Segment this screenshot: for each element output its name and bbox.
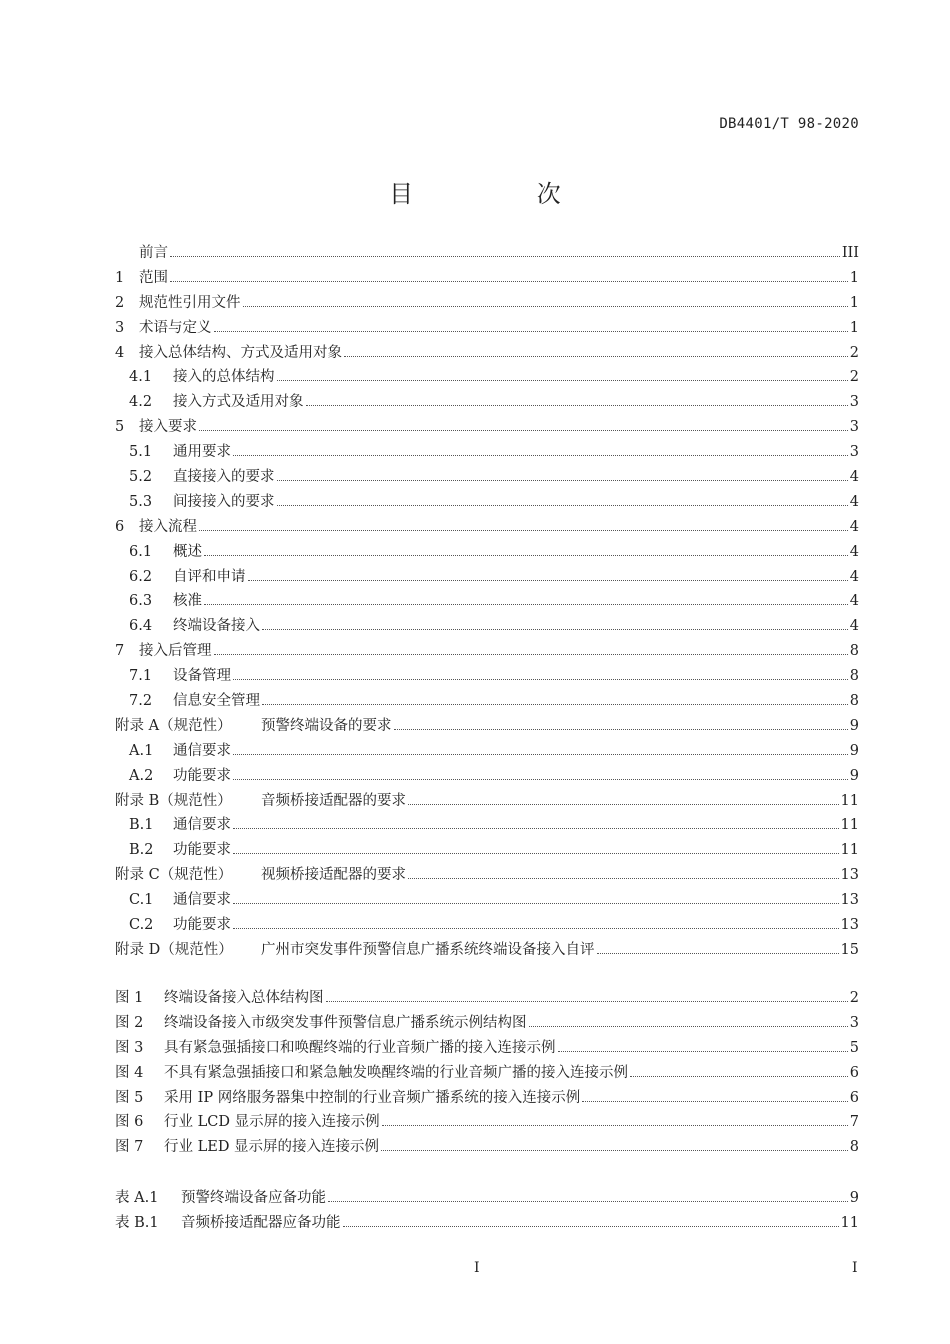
toc-entry-page: 15 xyxy=(840,941,859,958)
dot-leader xyxy=(214,653,848,655)
toc-entry-label: 预警终端设备的要求 xyxy=(261,717,392,734)
toc-entry-page: 4 xyxy=(849,593,859,610)
dot-leader xyxy=(582,1100,848,1102)
page-number-center: I xyxy=(474,1260,480,1276)
toc-entry[interactable] xyxy=(115,565,859,590)
toc-entry[interactable] xyxy=(115,1011,859,1036)
toc-entry-page: 9 xyxy=(849,767,859,784)
dot-leader xyxy=(204,554,848,556)
toc-entry-number: 5.3 xyxy=(129,493,153,510)
toc-entry-number: A.1 xyxy=(129,742,154,759)
toc-entry[interactable] xyxy=(115,415,859,440)
toc-entry[interactable] xyxy=(115,813,859,838)
dot-leader xyxy=(328,1200,848,1202)
toc-entry-label: 间接接入的要求 xyxy=(173,493,275,510)
page-title: 目 次 xyxy=(389,180,619,208)
toc-entry-page: 4 xyxy=(849,493,859,510)
toc-entry[interactable] xyxy=(115,390,859,415)
dot-leader xyxy=(243,305,848,307)
dot-leader xyxy=(233,927,839,929)
toc-entry[interactable] xyxy=(115,1086,859,1111)
dot-leader xyxy=(408,803,839,805)
toc-entry-page: 9 xyxy=(849,742,859,759)
toc-entry-page: 4 xyxy=(849,518,859,535)
toc-entry-label: 信息安全管理 xyxy=(173,693,260,710)
dot-leader xyxy=(382,1124,848,1126)
toc-entry-page: 11 xyxy=(840,792,859,809)
dot-leader xyxy=(170,280,848,282)
toc-entry-number: 6.3 xyxy=(129,593,153,610)
toc-entry-number: 图 3 xyxy=(115,1039,144,1056)
toc-entry-page: 4 xyxy=(849,568,859,585)
toc-entry-page: 13 xyxy=(840,917,859,934)
toc-entry-label: 具有紧急强插接口和唤醒终端的行业音频广播的接入连接示例 xyxy=(164,1039,556,1056)
dot-leader xyxy=(408,877,839,879)
toc-entry-number: 7.1 xyxy=(129,668,153,685)
dot-leader xyxy=(343,1225,839,1227)
toc-entry-label: 采用 IP 网络服务器集中控制的行业音频广播系统的接入连接示例 xyxy=(164,1089,581,1106)
dot-leader xyxy=(558,1050,848,1052)
toc-entry[interactable] xyxy=(115,341,859,366)
toc-entry[interactable] xyxy=(115,913,859,938)
dot-leader xyxy=(233,778,848,780)
toc-entry-number: 图 6 xyxy=(115,1114,144,1131)
toc-entry-label: 视频桥接适配器的要求 xyxy=(261,867,406,884)
toc-entry[interactable] xyxy=(115,365,859,390)
toc-entry-page: 8 xyxy=(849,643,859,660)
toc-entry-number: 7 xyxy=(115,643,125,660)
toc-entry-label: 前言 xyxy=(139,245,168,261)
toc-entry-page: 6 xyxy=(849,1089,859,1106)
dot-leader xyxy=(199,529,848,531)
toc-entry[interactable] xyxy=(115,440,859,465)
toc-entry-page: 9 xyxy=(849,1190,859,1206)
toc-entry-label: 接入后管理 xyxy=(139,643,212,660)
toc-entry-page: 1 xyxy=(849,319,859,336)
toc-entry-page: 7 xyxy=(849,1114,859,1131)
toc-entry-page: 6 xyxy=(849,1064,859,1081)
toc-entry-number: 4.2 xyxy=(129,394,153,411)
dot-leader xyxy=(214,330,848,332)
toc-entry[interactable] xyxy=(115,1110,859,1135)
toc-entry-label: 通用要求 xyxy=(173,444,231,461)
toc-entry-number: 图 7 xyxy=(115,1139,144,1156)
toc-entry-page: 11 xyxy=(840,817,859,834)
toc-entry-number: B.2 xyxy=(129,842,154,859)
dot-leader xyxy=(262,628,848,630)
toc-entry-label: 范围 xyxy=(139,269,168,286)
toc-entry[interactable] xyxy=(115,764,859,789)
toc-entry-number: 图 5 xyxy=(115,1089,144,1106)
toc-entry[interactable] xyxy=(115,938,859,963)
toc-entry[interactable] xyxy=(115,863,859,888)
toc-entry-label: 终端设备接入总体结构图 xyxy=(164,990,324,1006)
toc-entry-label: 术语与定义 xyxy=(139,319,212,336)
toc-entry[interactable] xyxy=(115,540,859,565)
toc-entry-number: 5.1 xyxy=(129,444,153,461)
dot-leader xyxy=(233,678,848,680)
toc-main xyxy=(115,241,859,963)
toc-entry[interactable] xyxy=(115,689,859,714)
dot-leader xyxy=(597,952,839,954)
toc-entry-number: 表 B.1 xyxy=(115,1214,159,1231)
toc-entry[interactable] xyxy=(115,614,859,639)
toc-entry-page: 8 xyxy=(849,668,859,685)
toc-entry-number: 6 xyxy=(115,518,125,535)
toc-entry[interactable] xyxy=(115,714,859,739)
toc-entry[interactable] xyxy=(115,789,859,814)
toc-entry[interactable] xyxy=(115,664,859,689)
toc-entry-number: 附录 D（规范性） xyxy=(115,941,233,958)
toc-entry[interactable] xyxy=(115,739,859,764)
toc-entry-number: B.1 xyxy=(129,817,154,834)
toc-entry-number: 5.2 xyxy=(129,469,153,486)
toc-entry-page: 5 xyxy=(849,1039,859,1056)
toc-entry-page: 8 xyxy=(849,693,859,710)
toc-entry[interactable] xyxy=(115,888,859,913)
toc-entry[interactable] xyxy=(115,1211,859,1236)
dot-leader xyxy=(248,579,848,581)
dot-leader xyxy=(306,404,848,406)
toc-entry-label: 概述 xyxy=(173,543,202,560)
toc-entry-number: 附录 B（规范性） xyxy=(115,792,232,809)
toc-entry-page: 1 xyxy=(849,294,859,311)
toc-entry-label: 通信要求 xyxy=(173,892,231,909)
toc-entry[interactable] xyxy=(115,465,859,490)
dot-leader xyxy=(630,1075,848,1077)
dot-leader xyxy=(233,852,839,854)
dot-leader xyxy=(233,902,839,904)
toc-entry-label: 功能要求 xyxy=(173,917,231,934)
toc-entry-number: C.1 xyxy=(129,892,154,909)
toc-entry-number: 表 A.1 xyxy=(115,1190,159,1206)
toc-entry-page: 2 xyxy=(849,344,859,361)
toc-entry[interactable] xyxy=(115,291,859,316)
toc-entry-label: 接入总体结构、方式及适用对象 xyxy=(139,344,342,361)
toc-entry-page: 4 xyxy=(849,618,859,635)
toc-entry-label: 终端设备接入市级突发事件预警信息广播系统示例结构图 xyxy=(164,1014,527,1031)
toc-entry-page: 11 xyxy=(840,1214,859,1231)
toc-entry-number: 图 4 xyxy=(115,1064,144,1081)
toc-entry[interactable] xyxy=(115,490,859,515)
toc-entry-number: 4 xyxy=(115,344,125,361)
toc-entry-page: 11 xyxy=(840,842,859,859)
dot-leader xyxy=(233,753,848,755)
toc-entry-label: 接入流程 xyxy=(139,518,197,535)
dot-leader xyxy=(233,454,848,456)
toc-entry[interactable] xyxy=(115,838,859,863)
toc-entry-page: 3 xyxy=(849,394,859,411)
toc-entry[interactable] xyxy=(115,241,859,266)
toc-entry-number: 2 xyxy=(115,294,125,311)
toc-entry[interactable] xyxy=(115,316,859,341)
toc-entry-number: 5 xyxy=(115,419,125,436)
toc-entry[interactable] xyxy=(115,589,859,614)
toc-entry[interactable] xyxy=(115,1186,859,1211)
toc-entry-page: 13 xyxy=(840,867,859,884)
toc-entry-label: 通信要求 xyxy=(173,817,231,834)
page-number-right: I xyxy=(852,1260,858,1276)
toc-entry-number: 7.2 xyxy=(129,693,153,710)
toc-entry-label: 核准 xyxy=(173,593,202,610)
toc-entry-label: 接入的总体结构 xyxy=(173,369,275,386)
dot-leader xyxy=(277,479,848,481)
dot-leader xyxy=(262,703,848,705)
toc-entry-number: 图 1 xyxy=(115,990,144,1006)
toc-entry-page: 3 xyxy=(849,419,859,436)
toc-entry[interactable] xyxy=(115,515,859,540)
dot-leader xyxy=(170,255,840,257)
toc-entry-number: 1 xyxy=(115,269,125,286)
toc-entry-label: 行业 LCD 显示屏的接入连接示例 xyxy=(164,1114,380,1131)
toc-entry[interactable] xyxy=(115,986,859,1011)
toc-entry-page: 8 xyxy=(849,1139,859,1156)
toc-entry-label: 直接接入的要求 xyxy=(173,469,275,486)
dot-leader xyxy=(529,1025,848,1027)
toc-entry-number: C.2 xyxy=(129,917,154,934)
toc-entry-page: 2 xyxy=(849,369,859,386)
toc-entry-label: 行业 LED 显示屏的接入连接示例 xyxy=(164,1139,380,1156)
toc-entry-label: 广州市突发事件预警信息广播系统终端设备接入自评 xyxy=(261,941,595,958)
toc-entry-number: 6.2 xyxy=(129,568,153,585)
toc-entry-page: 13 xyxy=(840,892,859,909)
dot-leader xyxy=(344,355,848,357)
toc-entry-page: 2 xyxy=(849,990,859,1006)
dot-leader xyxy=(381,1149,848,1151)
toc-entry-page: 3 xyxy=(849,1014,859,1031)
toc-entry-label: 终端设备接入 xyxy=(173,618,260,635)
document-id: DB4401/T 98-2020 xyxy=(719,116,859,132)
dot-leader xyxy=(277,379,848,381)
toc-entry[interactable] xyxy=(115,1061,859,1086)
toc-entry[interactable] xyxy=(115,1036,859,1061)
toc-entry-page: 9 xyxy=(849,717,859,734)
toc-entry-number: 图 2 xyxy=(115,1014,144,1031)
toc-entry-number: 6.4 xyxy=(129,618,153,635)
toc-entry-label: 不具有紧急强插接口和紧急触发唤醒终端的行业音频广播的接入连接示例 xyxy=(164,1064,628,1081)
toc-entry-label: 预警终端设备应备功能 xyxy=(181,1190,326,1206)
toc-entry[interactable] xyxy=(115,639,859,664)
toc-entry-label: 通信要求 xyxy=(173,742,231,759)
toc-entry-page: III xyxy=(841,245,859,261)
toc-entry-number: 3 xyxy=(115,319,125,336)
dot-leader xyxy=(199,429,848,431)
dot-leader xyxy=(204,603,848,605)
toc-entry-label: 接入方式及适用对象 xyxy=(173,394,304,411)
dot-leader xyxy=(394,728,848,730)
toc-entry-label: 功能要求 xyxy=(173,767,231,784)
toc-tables xyxy=(115,1186,859,1236)
toc-entry-page: 4 xyxy=(849,543,859,560)
toc-entry-number: 附录 A（规范性） xyxy=(115,717,232,734)
toc-entry[interactable] xyxy=(115,1135,859,1160)
toc-entry[interactable] xyxy=(115,266,859,291)
toc-entry-label: 设备管理 xyxy=(173,668,231,685)
toc-entry-label: 功能要求 xyxy=(173,842,231,859)
dot-leader xyxy=(233,827,839,829)
toc-entry-page: 1 xyxy=(849,269,859,286)
toc-entry-number: A.2 xyxy=(129,767,154,784)
toc-entry-label: 音频桥接适配器应备功能 xyxy=(181,1214,341,1231)
toc-entry-label: 自评和申请 xyxy=(173,568,246,585)
toc-entry-number: 附录 C（规范性） xyxy=(115,867,233,884)
toc-entry-page: 3 xyxy=(849,444,859,461)
toc-entry-label: 音频桥接适配器的要求 xyxy=(261,792,406,809)
toc-figures xyxy=(115,986,859,1160)
toc-entry-label: 规范性引用文件 xyxy=(139,294,241,311)
toc-entry-label: 接入要求 xyxy=(139,419,197,436)
toc-entry-page: 4 xyxy=(849,469,859,486)
toc-entry-number: 4.1 xyxy=(129,369,153,386)
dot-leader xyxy=(326,1000,848,1002)
dot-leader xyxy=(277,504,848,506)
toc-entry-number: 6.1 xyxy=(129,543,153,560)
